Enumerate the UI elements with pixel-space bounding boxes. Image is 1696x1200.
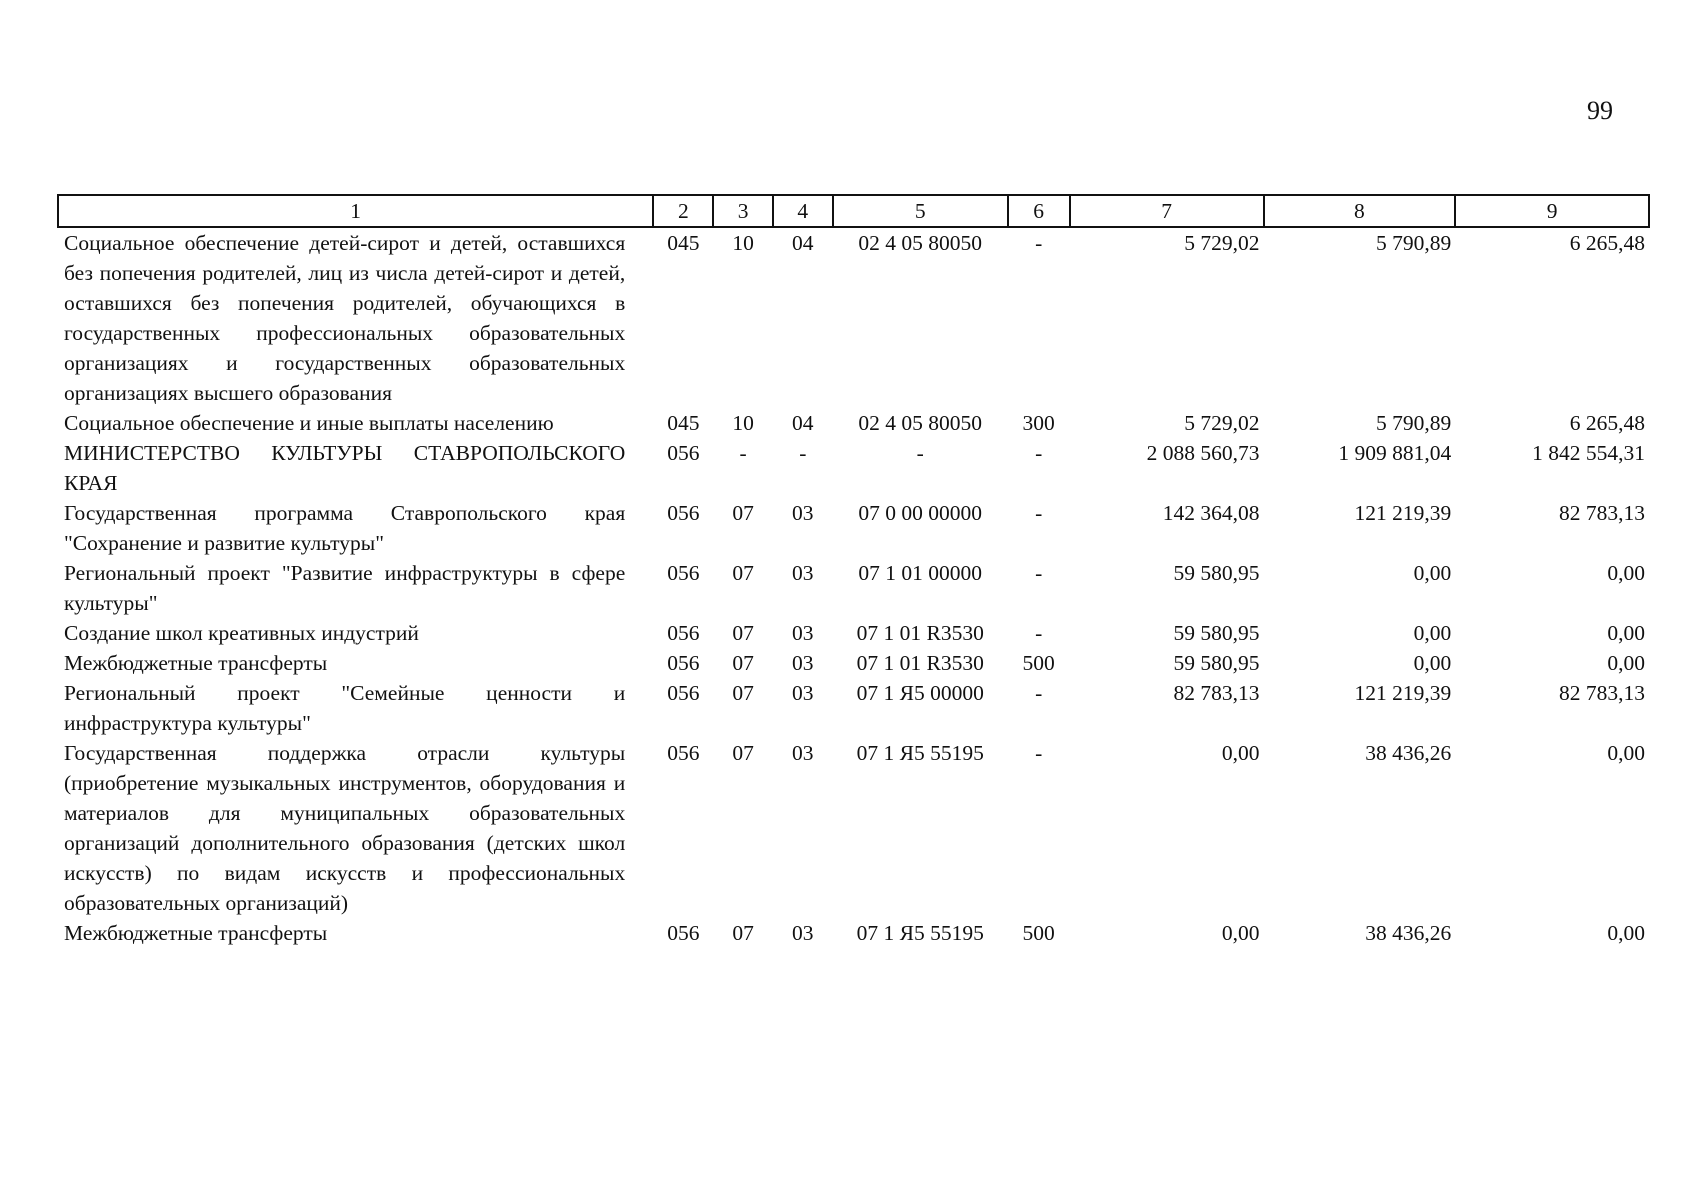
- cell-code-2: 045: [667, 231, 700, 255]
- cell-name: Социальное обеспечение детей-сирот и детей, оставшихся без попечения родителей, лиц из числа детей-сирот и детей, оставшихся без попечения родителей, обучающихся в государственных профессиональных образовательных организациях и государственных образовательных организациях высшего образования: [64, 231, 626, 405]
- cell-code-6: 500: [1022, 921, 1055, 945]
- cell-code-6: 500: [1022, 651, 1055, 675]
- cell-code-4: 03: [792, 651, 814, 675]
- cell-code-2: 056: [667, 741, 700, 765]
- cell-amount-9: 0,00: [1607, 921, 1645, 945]
- cell-name: Социальное обеспечение и иные выплаты населению: [64, 411, 554, 435]
- cell-code-3: 07: [732, 651, 754, 675]
- cell-code-2: 045: [667, 411, 700, 435]
- cell-amount-8: 0,00: [1413, 651, 1452, 675]
- cell-amount-8: 5 790,89: [1375, 231, 1452, 255]
- cell-name: Региональный проект "Развитие инфраструктуры в сфере культуры": [64, 561, 626, 615]
- cell-amount-8: 0,00: [1413, 561, 1452, 585]
- column-header: 6: [1008, 195, 1070, 227]
- cell-amount-7: 82 783,13: [1173, 681, 1260, 705]
- column-header: 8: [1264, 195, 1456, 227]
- table-row: [58, 678, 1649, 738]
- cell-code-5: 07 1 Я5 55195: [856, 921, 984, 945]
- column-header: 4: [773, 195, 833, 227]
- column-header: 1: [58, 195, 653, 227]
- cell-amount-7: 0,00: [1221, 741, 1260, 765]
- column-header: 2: [653, 195, 713, 227]
- cell-code-5: 07 1 01 R3530: [856, 621, 984, 645]
- cell-code-4: 03: [792, 621, 814, 645]
- cell-amount-7: 2 088 560,73: [1146, 441, 1260, 465]
- cell-code-4: 03: [792, 741, 814, 765]
- cell-amount-7: 59 580,95: [1173, 561, 1260, 585]
- cell-code-5: 02 4 05 80050: [858, 411, 983, 435]
- cell-code-6: -: [1035, 741, 1043, 765]
- cell-name: Создание школ креативных индустрий: [64, 621, 419, 645]
- cell-code-5: 07 1 Я5 00000: [856, 681, 984, 705]
- cell-code-3: 07: [732, 921, 754, 945]
- cell-code-5: -: [916, 441, 924, 465]
- cell-code-6: -: [1035, 561, 1043, 585]
- column-header: 5: [833, 195, 1008, 227]
- cell-code-2: 056: [667, 681, 700, 705]
- cell-code-3: 07: [732, 561, 754, 585]
- table-row: [58, 408, 1649, 438]
- cell-amount-9: 6 265,48: [1569, 411, 1645, 435]
- table-row: [58, 498, 1649, 558]
- cell-code-4: -: [799, 441, 807, 465]
- cell-amount-8: 0,00: [1413, 621, 1452, 645]
- page-number: 99: [1587, 96, 1613, 125]
- cell-code-5: 02 4 05 80050: [858, 231, 983, 255]
- cell-code-4: 03: [792, 681, 814, 705]
- cell-code-6: -: [1035, 501, 1043, 525]
- cell-amount-9: 0,00: [1607, 741, 1645, 765]
- cell-amount-9: 82 783,13: [1559, 681, 1645, 705]
- table-row: [58, 558, 1649, 618]
- cell-amount-7: 0,00: [1221, 921, 1260, 945]
- column-header: 3: [713, 195, 772, 227]
- cell-code-2: 056: [667, 501, 700, 525]
- cell-name: Региональный проект "Семейные ценности и инфраструктура культуры": [64, 681, 626, 735]
- cell-amount-8: 121 219,39: [1354, 681, 1452, 705]
- cell-amount-7: 142 364,08: [1162, 501, 1260, 525]
- cell-code-3: 07: [732, 741, 754, 765]
- cell-amount-9: 6 265,48: [1569, 231, 1645, 255]
- cell-code-3: 10: [732, 231, 754, 255]
- cell-code-4: 04: [792, 231, 814, 255]
- header-row: [58, 195, 1649, 227]
- cell-code-6: -: [1035, 621, 1043, 645]
- cell-amount-7: 59 580,95: [1173, 651, 1260, 675]
- cell-code-6: -: [1035, 231, 1043, 255]
- cell-amount-9: 0,00: [1607, 651, 1645, 675]
- cell-code-4: 03: [792, 501, 814, 525]
- cell-code-5: 07 0 00 00000: [858, 501, 983, 525]
- table-row: [58, 648, 1649, 678]
- cell-code-2: 056: [667, 441, 700, 465]
- cell-name: Межбюджетные трансферты: [64, 921, 328, 945]
- cell-name: Межбюджетные трансферты: [64, 651, 328, 675]
- cell-code-4: 03: [792, 561, 814, 585]
- cell-amount-7: 5 729,02: [1184, 231, 1260, 255]
- cell-name: Государственная поддержка отрасли культуры (приобретение музыкальных инструментов, оборудования и материалов для муниципальных образовательных организаций дополнительного образования (детских школ искусств) по видам искусств и профессиональных образовательных организаций): [64, 741, 626, 915]
- cell-code-2: 056: [667, 621, 700, 645]
- table-row: [58, 227, 1649, 408]
- column-header: 7: [1070, 195, 1264, 227]
- cell-amount-8: 38 436,26: [1365, 921, 1452, 945]
- cell-code-6: -: [1035, 681, 1043, 705]
- table-row: [58, 918, 1649, 948]
- cell-code-4: 03: [792, 921, 814, 945]
- cell-code-3: -: [739, 441, 747, 465]
- cell-code-3: 07: [732, 621, 754, 645]
- table-body: [58, 227, 1649, 948]
- cell-code-3: 07: [732, 681, 754, 705]
- cell-amount-8: 121 219,39: [1354, 501, 1452, 525]
- cell-code-3: 07: [732, 501, 754, 525]
- cell-code-4: 04: [792, 411, 814, 435]
- cell-code-2: 056: [667, 561, 700, 585]
- budget-table: [57, 194, 1650, 948]
- cell-code-2: 056: [667, 651, 700, 675]
- cell-code-5: 07 1 01 00000: [858, 561, 983, 585]
- cell-code-6: 300: [1022, 411, 1055, 435]
- cell-amount-7: 5 729,02: [1184, 411, 1260, 435]
- cell-amount-7: 59 580,95: [1173, 621, 1260, 645]
- column-header: 9: [1455, 195, 1649, 227]
- cell-amount-9: 0,00: [1607, 621, 1645, 645]
- cell-amount-8: 5 790,89: [1375, 411, 1452, 435]
- cell-code-3: 10: [732, 411, 754, 435]
- cell-name: МИНИСТЕРСТВО КУЛЬТУРЫ СТАВРОПОЛЬСКОГО КРАЯ: [64, 441, 626, 495]
- cell-code-6: -: [1035, 441, 1043, 465]
- table-row: [58, 438, 1649, 498]
- cell-amount-9: 0,00: [1607, 561, 1645, 585]
- table-row: [58, 618, 1649, 648]
- cell-amount-8: 1 909 881,04: [1338, 441, 1452, 465]
- cell-amount-9: 1 842 554,31: [1532, 441, 1645, 465]
- cell-amount-9: 82 783,13: [1559, 501, 1645, 525]
- cell-code-5: 07 1 Я5 55195: [856, 741, 984, 765]
- cell-code-2: 056: [667, 921, 700, 945]
- cell-amount-8: 38 436,26: [1365, 741, 1452, 765]
- cell-name: Государственная программа Ставропольского края "Сохранение и развитие культуры": [64, 501, 626, 555]
- table-row: [58, 738, 1649, 918]
- cell-code-5: 07 1 01 R3530: [856, 651, 984, 675]
